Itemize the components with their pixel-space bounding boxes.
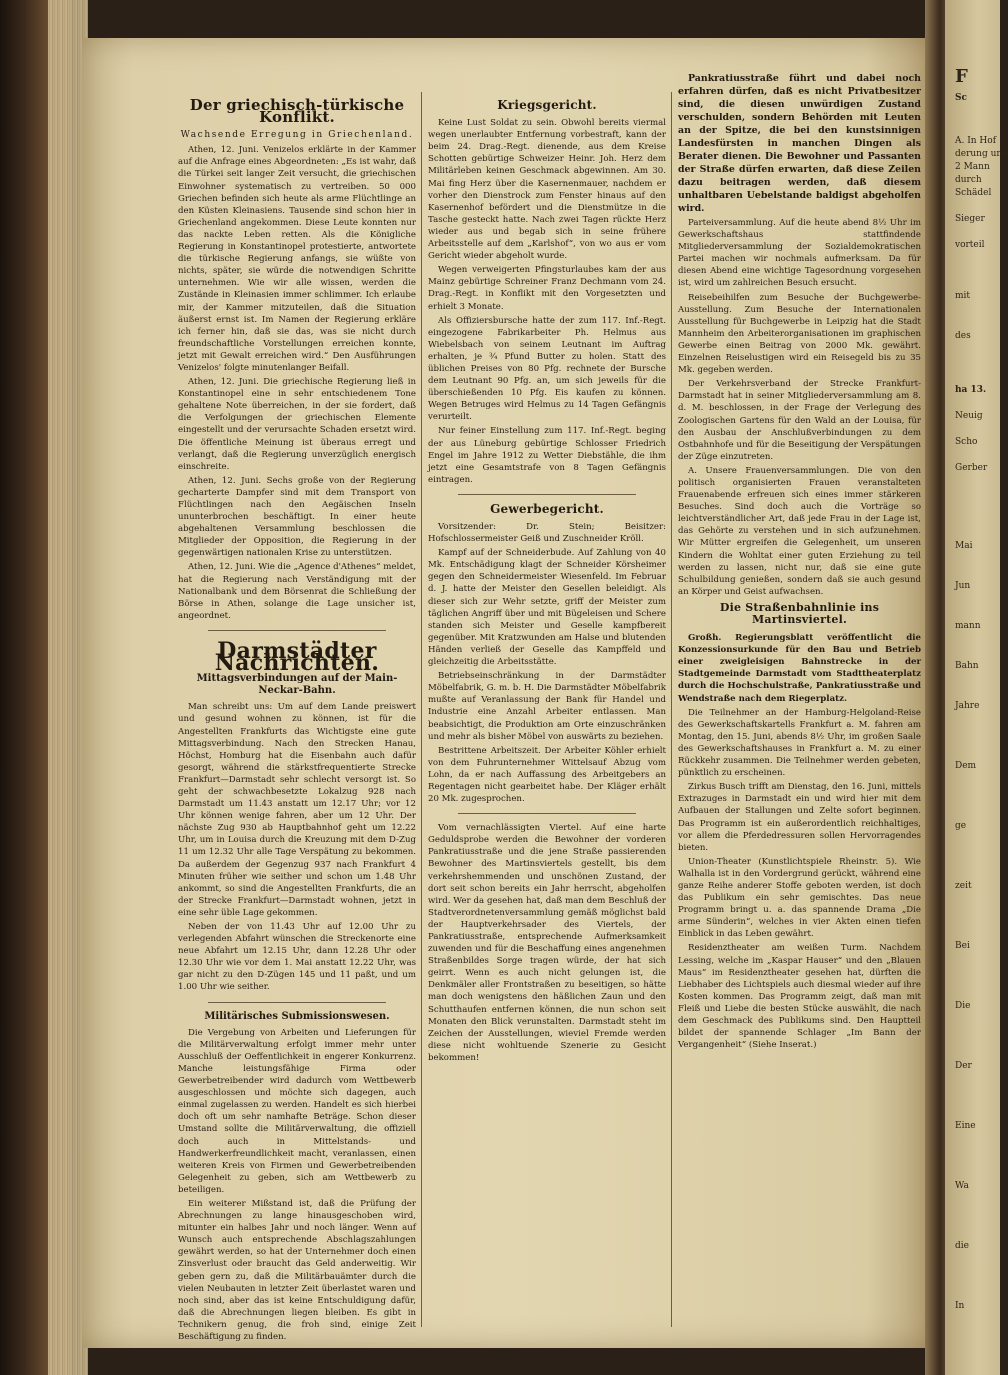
facing-line: ge: [955, 821, 967, 831]
article-subhead: Wachsende Erregung in Griechenland.: [180, 130, 414, 141]
facing-line: Bei: [955, 941, 970, 951]
column-middle: [428, 95, 666, 1066]
facing-line: In: [955, 1301, 965, 1311]
article-headline: Kriegsgericht.: [497, 98, 597, 112]
section-divider: [458, 494, 636, 495]
facing-line: ha 13.: [955, 385, 987, 395]
facing-line: Eine: [955, 1121, 976, 1131]
column-left: [178, 95, 416, 1342]
paragraph: Bestrittene Arbeitszeit. Der Arbeiter Köhler erhielt von dem Fuhrunternehmer Wittelsauf Abzug vom Lohn, da er nach Auffassung des Arbeitgebers an Regentagen nicht gearbeitet habe. Der Kläger erhält 20 Mk. zugesprochen.: [428, 745, 666, 805]
facing-line: des: [955, 331, 971, 341]
paragraph: Neben der von 11.43 Uhr auf 12.00 Uhr zu verlegenden Abfahrt wünschen die Streckenorte eine neue Abfahrt um 12.15 Uhr, dann 12.28 Uhr oder 12.30 Uhr wie vor dem 1. Mai anstatt 12.22 Uhr, was gar nicht zu den D-Zügen 145 und 11 paßt, und um 1.00 Uhr wie seither.: [178, 922, 416, 993]
paragraph: Betriebseinschränkung in der Darmstädter Möbelfabrik, G. m. b. H. Die Darmstädter Möbelfabrik mußte auf Veranlassung der Bank für Handel und Industrie eine Anzahl Arbeiter entlassen. Man beabsichtigt, die Produktion am Orte einzuschränken und mehr als bisher Möbel von auswärts zu beziehen.: [428, 671, 666, 742]
paragraph: Als Offiziersbursche hatte der zum 117. Inf.-Regt. eingezogene Fabrikarbeiter Ph. Helmus aus Wiebelsbach von seinem Leutnant im Auftrag erhalten, je ¾ Pfund Butter zu holen. Statt des üblichen Preises von 80 Pfg. rechnete der Bursche dem Leutnant 90 Pfg. an, um sich jeweils für die überschießenden 10 Pfg. Eis kaufen zu können. Wegen Betruges wird Helmus zu 14 Tagen Gefängnis verurteilt.: [428, 315, 666, 423]
paragraph: Parteiversammlung. Auf die heute abend 8½ Uhr im Gewerkschaftshaus stattfindende Mitgliederversammlung der Sozialdemokratischen Partei machen wir nochmals aufmerksam. Da für diesen Abend eine wichtige Tagesordnung vorgesehen ist, wird um zahlreichen Besuch ersucht.: [678, 218, 921, 289]
section-divider: [458, 813, 636, 814]
paragraph: Zirkus Busch trifft am Dienstag, den 16. Juni, mittels Extrazuges in Darmstadt ein und wird hier mit dem Aufbauen der Stallungen und Zelte sofort beginnen. Das Programm ist ein außerordentlich reichhaltiges, vor allem die Pferdedressuren sollen Hervorragendes bieten.: [678, 782, 921, 853]
article-headline: Die Straßenbahnlinie ins Martinsviertel.: [719, 600, 880, 626]
facing-line: Der: [955, 1061, 972, 1071]
paragraph: Vom vernachlässigten Viertel. Auf eine harte Geduldsprobe werden die Bewohner der vorderen Pankratiusstraße und die jene Straße passierenden Bewohner des Martinsviertels gestellt, bis dem verkehrshemmenden und unschönen Zustand, der dort seit schon bereits ein Jahr herrscht, abgeholfen wird. Wer da gesehen hat, daß man dem Beschluß der Stadtverordnetenversammlung gemäß möglichst bald der Hauptverkehrsader des Viertels, der Pankratiusstraße, entsprechende Aufmerksamkeit zuwenden und für die Beschaffung eines angenehmen Straßenbildes Sorge tragen würde, der hat sich geirrt. Wenn es auch nicht gelungen ist, die Denkmäler aller Frontstraßen zu beseitigen, so hätte man doch wenigstens den häßlichen Zaun und den Schutthaufen entfernen können, die nun schon seit Monaten den Blick verunstalten. Darmstadt steht im Zeichen der Ausstellungen, wieviel Fremde werden diese nicht wohltuende Szenerie zu Gesicht bekommen!: [428, 823, 666, 1063]
column-right: [678, 72, 921, 1053]
paragraph: Ein weiterer Mißstand ist, daß die Prüfung der Abrechnungen zu lange hinausgeschoben wird, mitunter ein halbes Jahr und noch länger. Wenn auf Wunsch auch entsprechende Abschlagszahlungen gewährt werden, so hat der Unternehmer doch einen Zinsverlust oder braucht das Geld anderweitig. Wir geben gern zu, daß die Militärbauämter durch die vielen Neubauten in letzter Zeit überlastet waren und noch sind, aber das ist keine Entschuldigung dafür, daß die Abrechnungen liegen bleiben. Es gibt in Technikern genug, die froh sind, einige Zeit Beschäftigung zu finden.: [178, 1198, 416, 1342]
paragraph: Athen, 12. Juni. Venizelos erklärte in der Kammer auf die Anfrage eines Abgeordneten: „Es ist wahr, daß die Türkei seit langer Zeit versucht, die griechischen Einwohner systematisch zu vertreiben. 50 000 Griechen befinden sich heute als arme Flüchtlinge an den Küsten Kleinasiens. Tausende sind schon hier in Griechenland angekommen. Diese Leute konnten nur das nackte Leben retten. Als die Königliche Regierung in Konstantinopel protestierte, antwortete die türkische Regierung anfangs, sie wüßte von nichts, später, sie würde die notwendigen Schritte unternehmen. Wie wir alle wissen, werden die Zustände in Kleinasien immer schlimmer. Ich erlaube mir, der Kammer mitzuteilen, daß die Situation äußerst ernst ist. Im Namen der Regierung erkläre ich ferner hin, daß sie das, was sie nicht durch freundschaftliche Vorstellungen erreichen konnte, jetzt mit Gewalt erreichen wird.“ Den Ausführungen Venizelos' folgte minutenlanger Beifall.: [178, 145, 416, 373]
paragraph: Wegen verweigerten Pfingsturlaubes kam der aus Mainz gebürtige Schreiner Franz Dechmann vom 24. Drag.-Regt. in Konflikt mit den Vorgesetzten und erhielt 3 Monate.: [428, 265, 666, 312]
facing-line: Jun: [955, 581, 971, 591]
paragraph: Athen, 12. Juni. Die griechische Regierung ließ in Konstantinopel eine in sehr entschiedenem Tone gehaltene Note überreichen, in der sie fordert, daß die Verfolgungen der griechischen Elemente eingestellt und der verursachte Schaden ersetzt wird. Die öffentliche Meinung ist überaus erregt und verlangt, daß die Regierung unverzüglich energisch einschreite.: [178, 377, 416, 472]
facing-line: Gerber: [955, 463, 988, 473]
facing-line: A. In Hof: [955, 136, 997, 146]
section-headline: Darmstädter Nachrichten.: [214, 637, 380, 677]
paragraph: Residenztheater am weißen Turm. Nachdem Lessing, welche im „Kaspar Hauser“ und den „Blauen Maus“ im Residenztheater gesehen hat, dürften die Liebhaber des Lichtspiels auch diesmal wieder auf ihre Kosten kommen. Das Programm zeigt, daß man mit Fleiß und Liebe die besten Stücke auswählt, die nach dem Geschmack des Publikums sind. Den Hauptteil bildet der spannende Schlager „Im Bann der Vergangenheit“ (Siehe Inserat.): [678, 943, 921, 1051]
paragraph: Union-Theater (Kunstlichtspiele Rheinstr. 5). Wie Walhalla ist in den Vordergrund gerückt, während eine ganze Reihe anderer Stoffe geboten werden, ist doch das Publikum ein sehr gemischtes. Das neue Programm bringt u. a. das spannende Drama „Die arme Sünderin“, welches in vier Akten einen tiefen Einblick in das Leben gewährt.: [678, 856, 921, 940]
facing-line: Bahn: [955, 661, 979, 671]
paragraph: Die Teilnehmer an der Hamburg-Helgoland-Reise des Gewerkschaftskartells Frankfurt a. M. fahren am Montag, den 15. Juni, abends 8½ Uhr, im großen Saale des Gewerkschaftshauses in Frankfurt a. M. zu einer Rückkehr zusammen. Die Teilnehmer werden gebeten, pünktlich zu erscheinen.: [678, 707, 921, 779]
facing-line: Schädel: [955, 188, 992, 198]
paragraph: Kampf auf der Schneiderbude. Auf Zahlung von 40 Mk. Entschädigung klagt der Schneider Körsheimer gegen den Schneidermeister Wiesenfeld. Im Februar d. J. hatte der Meister den Gesellen beleidigt. Als dieser sich zur Wehr setzte, griff der Meister zum täglichen Angriff über und mit Bügeleisen und Schere standen sich Meister und Geselle kampfbereit gegenüber. Mit Kratzwunden am Halse und blutenden Händen verließ der Geselle das Kampffeld und gleichzeitig die Arbeitsstätte.: [428, 548, 666, 668]
article-subhead: Mittagsverbindungen auf der Main-Neckar-Bahn.: [196, 673, 398, 697]
facing-line: Scho: [955, 437, 978, 447]
facing-line: Sc: [955, 93, 967, 103]
facing-line: Dem: [955, 761, 977, 771]
paragraph: Reisebeihilfen zum Besuche der Buchgewerbe-Ausstellung. Zum Besuche der Internationalen Ausstellung für Buchgewerbe in Leipzig hat die Stadt Mannheim den Arbeiterorganisationen im graphischen Gewerbe einen Beitrag von 2000 Mk. gewährt. Einzelnen Reiselustigen wird ein Reisegeld bis zu 35 Mk. gegeben werden.: [678, 292, 921, 376]
section-divider: [208, 1002, 386, 1003]
facing-page-fragment: [945, 0, 1008, 1375]
facing-line: durch: [955, 175, 982, 185]
paragraph: Athen, 12. Juni. Wie die „Agence d'Athenes“ meldet, hat die Regierung nach Verständigung mit der Nationalbank und dem Börsenrat die Schließung der Börse in Athen, solange die Lage unsicher ist, angeordnet.: [178, 562, 416, 621]
facing-line: Mai: [955, 541, 973, 551]
paragraph: Man schreibt uns: Um auf dem Lande preiswert und gesund wohnen zu können, ist für die Angestellten Frankfurts das Wichtigste eine gute Mittagsverbindung. Nach den Strecken Hanau, Höchst, Homburg hat die Eisenbahn auch dafür gesorgt, während die stärkstfrequentierte Strecke Frankfurt—Darmstadt sehr schlecht versorgt ist. So geht der schwachbesetzte Lokalzug 928 nach Darmstadt um 11.43 anstatt um 12.17 Uhr; vor 12 Uhr können wenige fahren, aber um 12 Uhr. Der nächste Zug 930 ab Hauptbahnhof geht um 12.22 Uhr, um in Louisa durch die Kreuzung mit dem D-Zug 11 um 12.32 Uhr alle Tage Verspätung zu bekommen. Da außerdem der Gegenzug 937 nach Frankfurt 4 Minuten früher wie seither und schon um 1.48 Uhr ankommt, so sind die Angestellten Frankfurts, die an der Strecke Frankfurt—Darmstadt wohnen, jetzt in eine sehr üble Lage gekommen.: [178, 702, 416, 918]
paragraph: Nur feiner Einstellung zum 117. Inf.-Regt. beging der aus Lüneburg gebürtige Schlosser Friedrich Engel im Jahre 1912 zu Wetter Diebstähle, die ihm jetzt eine Gesamtstrafe von 8 Tagen Gefängnis eintragen.: [428, 426, 666, 485]
facing-line: 2 Mann: [955, 162, 990, 172]
paragraph: Athen, 12. Juni. Sechs große von der Regierung gecharterte Dampfer sind mit dem Transport von Flüchtlingen nach den Aegäischen Inseln ununterbrochen beschäftigt. In einer heute abgehaltenen Versammlung beschlossen die Mitglieder der Opposition, die Regierung in der gegenwärtigen nationalen Krise zu unterstützen.: [178, 475, 416, 559]
paragraph: Vorsitzender: Dr. Stein; Beisitzer: Hofschlossermeister Geiß und Zuschneider Kröll.: [428, 522, 666, 545]
paragraph: Keine Lust Soldat zu sein. Obwohl bereits viermal wegen unerlaubter Entfernung vorbestraft, kann der beim 24. Drag.-Regt. dienende, aus dem Kreise Schotten gebürtige Schweizer Heinr. Joh. Herz dem Militärleben keinen Geschmack abgewinnen. Am 30. Mai fing Herz über die Kasernenmauer, nachdem er vorher den Dienstrock zum Fenster hinaus auf den Kasernenhof befördert und die Dienstmütze in die Tasche gesteckt hatte. Nach zwei Tagen rückte Herz wieder aus und begab sich in seine frühere Arbeitsstelle auf dem „Karlshof“, von wo aus er vom Gericht wieder abgeholt wurde.: [428, 118, 666, 262]
article-headline: Gewerbegericht.: [490, 501, 604, 516]
column-rule-1: [421, 92, 422, 1327]
facing-line: Neuig: [955, 411, 983, 421]
facing-line: Die: [955, 1001, 971, 1011]
facing-line: Wa: [955, 1181, 969, 1191]
facing-line: F: [955, 66, 968, 87]
article-headline: Der griechisch-türkische Konflikt.: [189, 96, 405, 127]
facing-line: vorteil: [955, 240, 985, 250]
facing-line: Sieger: [955, 214, 985, 224]
paragraph: Der Verkehrsverband der Strecke Frankfurt-Darmstadt hat in seiner Mitgliederversammlung am 8. d. M. beschlossen, in der Frage der Verlegung des Zoologischen Gartens für den Wald an der Louisa, für den Ausbau der Anschlußverbindungen zu dem Ostbahnhofe und für die Beseitigung der Verspätungen der Züge einzutreten.: [678, 379, 921, 462]
facing-line: zeit: [955, 881, 972, 891]
column-rule-2: [671, 92, 672, 1327]
facing-line: Jahre: [955, 701, 980, 711]
paragraph: Großh. Regierungsblatt veröffentlicht die Konzessionsurkunde für den Bau und Betrieb einer zweigleisigen Bahnstrecke in der Stadtgemeinde Darmstadt vom Stadttheaterplatz durch die Hochschulstraße, Pankratiusstraße und Wendstraße nach dem Riegerplatz.: [678, 633, 921, 704]
paragraph: Pankratiusstraße führt und dabei noch erfahren dürfen, daß es nicht Privatbesitzer sind, die diesen unwürdigen Zustand verschulden, sondern Behörden mit Leuten an der Spitze, die bei den kunstsinnigen Landesfürsten in manchen Dingen als Berater dienen. Die Bewohner und Passanten der Straße dürfen erwarten, daß diese Zeilen dazu beitragen werden, daß diesem unhaltbaren Uebelstande baldigst abgeholfen wird.: [678, 73, 921, 214]
article-subhead: Militärisches Submissionswesen.: [204, 1010, 390, 1022]
facing-line: mit: [955, 291, 971, 301]
facing-line: derung und: [955, 149, 1008, 159]
facing-line: die: [955, 1241, 969, 1251]
paragraph: A. Unsere Frauenversammlungen. Die von den politisch organisierten Frauen veranstalteten Frauenabende erfreuen sich eines immer stärkeren Besuches. Sind doch auch die Vorträge so leichtverständlicher Art, daß jede Frau in der Lage ist, das Gehörte zu verstehen und in sich aufzunehmen. Wir Mütter ergreifen die Gelegenheit, um unseren Kindern die Wohltat einer guten Erziehung zu teil werden zu lassen, nicht nur, daß sie eine gute Schulbildung genießen, sondern daß sie auch gesund an Körper und Geist aufwachsen.: [678, 465, 921, 597]
facing-line: mann: [955, 621, 981, 631]
paragraph: Die Vergebung von Arbeiten und Lieferungen für die Militärverwaltung erfolgt immer mehr unter Ausschluß der Oeffentlichkeit in engerer Konkurrenz. Manche leistungsfähige Firma oder Gewerbetreibender wird dadurch vom Wettbewerb ausgeschlossen und möchte sich dagegen, auch einmal zugelassen zu werden. Handelt es sich hierbei doch oft um sehr namhafte Beträge. Schon dieser Umstand sollte die Militärverwaltung, die offiziell doch auch in Mittelstands- und Handwerkerfreundlichkeit macht, veranlassen, einen weiteren Kreis von Firmen und Gewerbetreibenden Gelegenheit zu geben, sich am Wettbewerb zu beteiligen.: [178, 1027, 416, 1195]
section-divider: [208, 630, 386, 631]
